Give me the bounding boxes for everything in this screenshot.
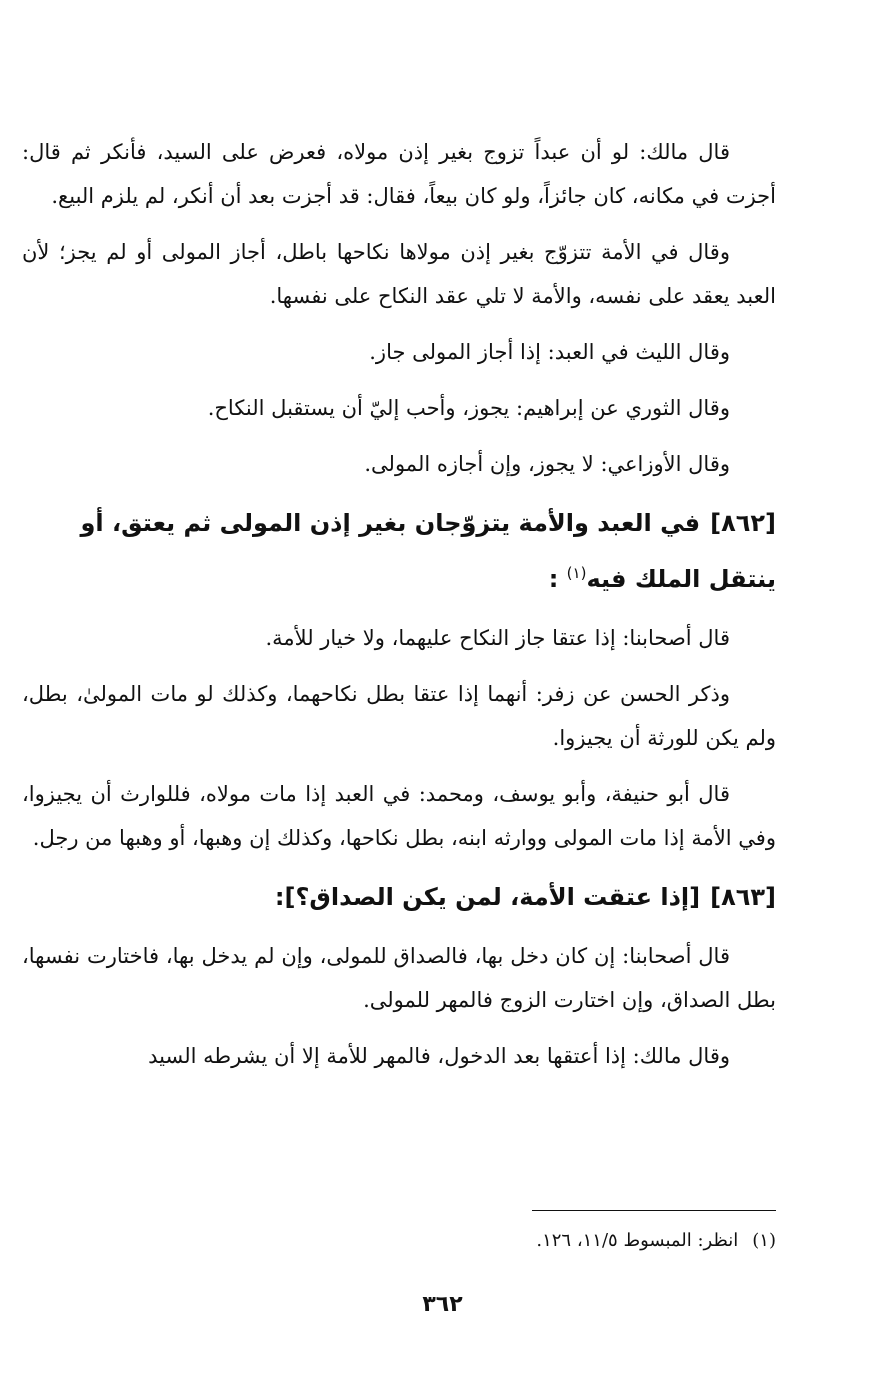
paragraph-dowry: قال أصحابنا: إن كان دخل بها، فالصداق للمولى، وإن لم يدخل بها، فاختارت نفسها، بطل الصداق، وإن اختارت الزوج فالمهر للمولى.: [22, 944, 776, 1012]
paragraph-malik-dowry: وقال مالك: إذا أعتقها بعد الدخول، فالمهر للأمة إلا أن يشرطه السيد: [148, 1044, 730, 1068]
paragraph-our-companions: قال أصحابنا: إذا عتقا جاز النكاح عليهما، ولا خيار للأمة.: [265, 626, 730, 650]
section-number: [٨٦٢]: [710, 509, 776, 537]
paragraph-hasan-zufar: وذكر الحسن عن زفر: أنهما إذا عتقا بطل نكاحهما، وكذلك لو مات المولىٰ، بطل، ولم يكن للورثة أن يجيزوا.: [22, 682, 776, 750]
paragraph-thawri: وقال الثوري عن إبراهيم: يجوز، وأحب إليّ أن يستقبل النكاح.: [207, 396, 730, 420]
section-heading-863: [22, 872, 776, 922]
page-body: [22, 130, 776, 1090]
footnote-divider: [532, 1210, 776, 1211]
footnote-reference: (١): [566, 564, 587, 582]
section-number: [٨٦٣]: [710, 883, 776, 911]
paragraph-abu-hanifa: قال أبو حنيفة، وأبو يوسف، ومحمد: في العبد إذا مات مولاه، فللوارث أن يجيزوا، وفي الأمة إذا مات المولى ووارثه ابنه، بطل نكاحها، وكذلك إن وهبها، أو وهبها من رجل.: [22, 782, 776, 850]
footnote: [380, 1226, 776, 1256]
section-title: في العبد والأمة يتزوّجان بغير إذن المولى ثم يعتق، أو ينتقل الملك فيه: [80, 509, 776, 593]
footnote-number: (١): [752, 1230, 776, 1251]
footnote-text: انظر: المبسوط ١١/٥، ١٢٦.: [536, 1230, 739, 1251]
paragraph-female-slave-marriage: وقال في الأمة تتزوّج بغير إذن مولاها نكاحها باطل، أجاز المولى أو لم يجز؛ لأن العبد يعقد على نفسه، والأمة لا تلي عقد النكاح على نفسها.: [22, 240, 776, 308]
page-number: ٣٦٢: [422, 1292, 463, 1317]
paragraph-malik-slave-marriage: قال مالك: لو أن عبداً تزوج بغير إذن مولاه، فعرض على السيد، فأنكر ثم قال: أجزت في مكانه، كان جائزاً، ولو كان بيعاً، فقال: قد أجزت بعد أن أنكر، لم يلزم البيع.: [22, 140, 776, 208]
section-title: [إذا عتقت الأمة، لمن يكن الصداق؟]:: [274, 883, 701, 911]
section-title-suffix: :: [548, 565, 559, 593]
paragraph-awzai: وقال الأوزاعي: لا يجوز، وإن أجازه المولى.: [364, 452, 730, 476]
paragraph-layth: وقال الليث في العبد: إذا أجاز المولى جاز.: [369, 340, 730, 364]
section-heading-862: [22, 498, 776, 604]
